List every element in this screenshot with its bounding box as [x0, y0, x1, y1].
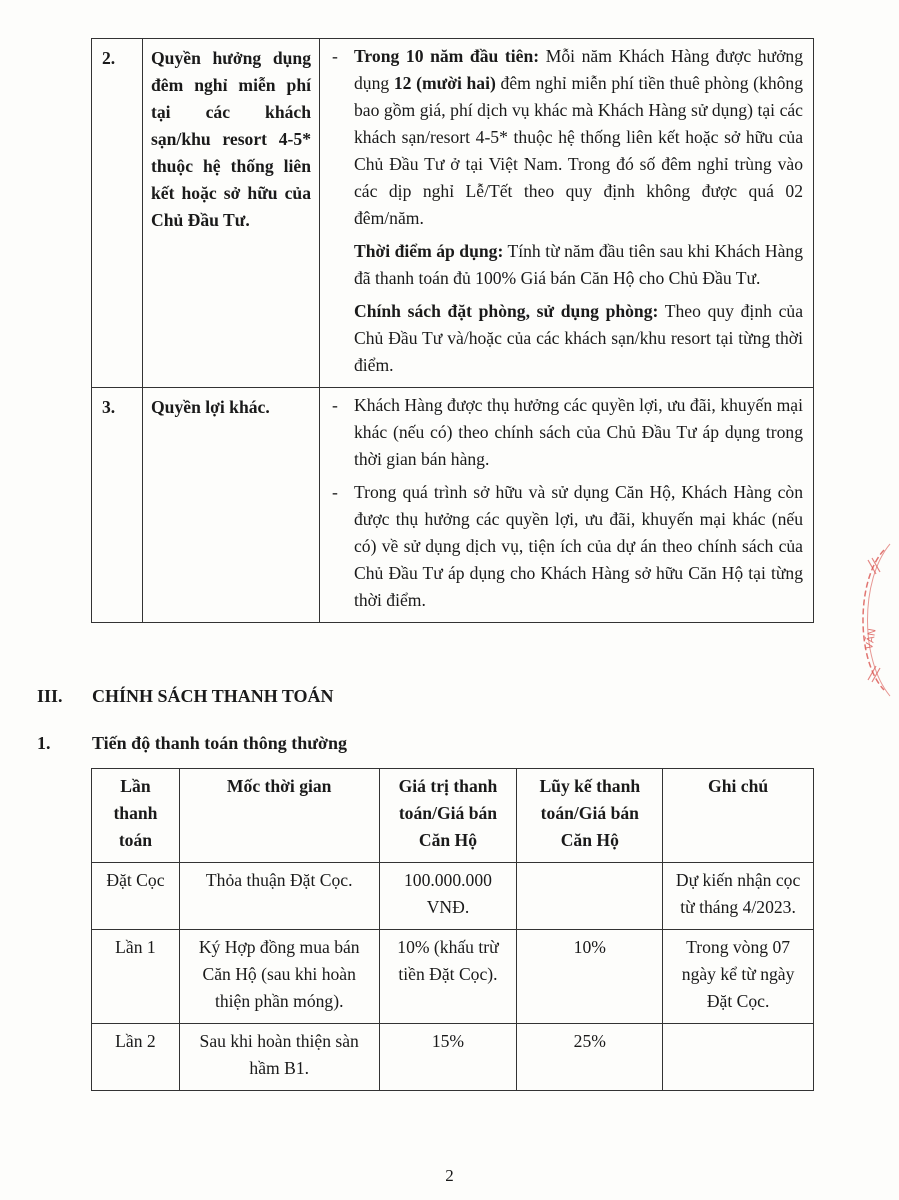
benefit-paragraph: Thời điểm áp dụng: Tính từ năm đầu tiên sau khi Khách Hàng đã thanh toán đủ 100% Giá bán Căn Hộ cho Chủ Đầu Tư.	[354, 241, 803, 288]
column-header: Lũy kế thanh toán/Giá bán Căn Hộ	[517, 769, 663, 863]
benefit-bullet: - Khách Hàng được thụ hưởng các quyền lợi, ưu đãi, khuyến mại khác (nếu có) theo chính sách của Chủ Đầu Tư áp dụng trong thời gian bán hàng.	[330, 392, 803, 473]
table-cell	[517, 863, 663, 930]
benefit-title: Quyền hưởng dụng đêm nghỉ miễn phí tại các khách sạn/khu resort 4-5* thuộc hệ thống liên kết hoặc sở hữu của Chủ Đầu Tư.	[143, 39, 320, 388]
benefits-table	[91, 38, 814, 623]
table-cell: 15%	[379, 1024, 517, 1091]
benefit-row-2	[92, 39, 814, 388]
table-cell: Lần 1	[92, 930, 180, 1024]
seal-stamp-icon	[846, 540, 896, 700]
table-cell: Lần 2	[92, 1024, 180, 1091]
table-cell	[663, 1024, 814, 1091]
column-header: Lần thanh toán	[92, 769, 180, 863]
table-cell: 10% (khấu trừ tiền Đặt Cọc).	[379, 930, 517, 1024]
section-heading: III. CHÍNH SÁCH THANH TOÁN	[37, 686, 334, 706]
table-row	[92, 863, 814, 930]
table-cell: Đặt Cọc	[92, 863, 180, 930]
table-cell: Ký Hợp đồng mua bán Căn Hộ (sau khi hoàn thiện phần móng).	[179, 930, 379, 1024]
column-header: Ghi chú	[663, 769, 814, 863]
table-cell: 25%	[517, 1024, 663, 1091]
table-cell: 100.000.000 VNĐ.	[379, 863, 517, 930]
table-cell: 10%	[517, 930, 663, 1024]
table-header-row	[92, 769, 814, 863]
benefit-row-3	[92, 388, 814, 623]
benefit-details	[320, 39, 814, 388]
column-header: Mốc thời gian	[179, 769, 379, 863]
benefit-title: Quyền lợi khác.	[143, 388, 320, 623]
table-cell: Dự kiến nhận cọc từ tháng 4/2023.	[663, 863, 814, 930]
table-cell: Trong vòng 07 ngày kể từ ngày Đặt Cọc.	[663, 930, 814, 1024]
table-row	[92, 1024, 814, 1091]
benefit-bullet: - Trong quá trình sở hữu và sử dụng Căn Hộ, Khách Hàng còn được thụ hưởng các quyền lợi, ưu đãi, khuyến mại khác (nếu có) về sử dụng dịch vụ, tiện ích của dự án theo chính sách của Chủ Đầu Tư áp dụng cho Khách Hàng sở hữu Căn Hộ tại từng thời điểm.	[330, 479, 803, 614]
benefit-details	[320, 388, 814, 623]
column-header: Giá trị thanh toán/Giá bán Căn Hộ	[379, 769, 517, 863]
benefit-paragraph: Chính sách đặt phòng, sử dụng phòng: Theo quy định của Chủ Đầu Tư và/hoặc của các khách sạn/khu resort tại từng thời điểm.	[354, 301, 804, 375]
row-number: 2.	[92, 39, 143, 388]
table-cell: Sau khi hoàn thiện sàn hầm B1.	[179, 1024, 379, 1091]
table-row	[92, 930, 814, 1024]
payment-schedule-table	[91, 768, 814, 1091]
sub-heading: 1. Tiến độ thanh toán thông thường	[37, 733, 348, 753]
benefit-bullet: - Trong 10 năm đầu tiên: Mỗi năm Khách Hàng được hưởng dụng 12 (mười hai) đêm nghỉ miễn phí tiền thuê phòng (không bao gồm giá, phí dịch vụ khác mà Khách Hàng sử dụng) tại các khách sạn/resort 4-5* thuộc hệ thống liên kết hoặc sở hữu của Chủ Đầu Tư ở tại Việt Nam. Trong đó số đêm nghỉ trùng vào các dịp nghỉ Lễ/Tết theo quy định không được quá 02 đêm/năm.	[330, 43, 803, 232]
page-number: 2	[445, 1166, 454, 1185]
table-cell: Thỏa thuận Đặt Cọc.	[179, 863, 379, 930]
row-number: 3.	[92, 388, 143, 623]
svg-text:VĂN: VĂN	[864, 627, 879, 651]
